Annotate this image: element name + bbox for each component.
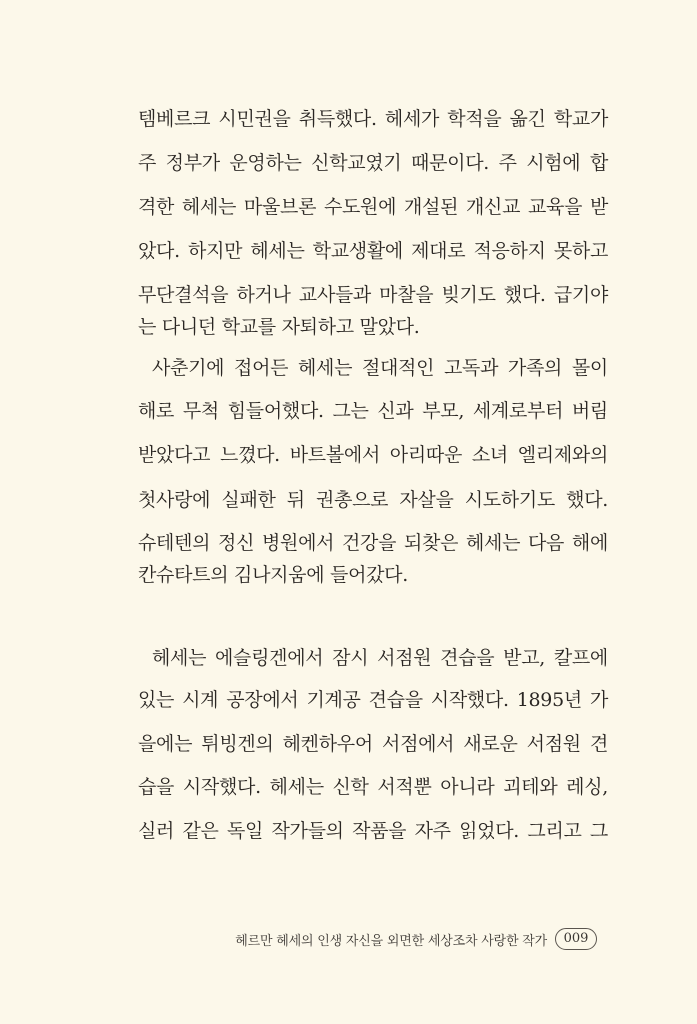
running-title: 헤르만 헤세의 인생 자신을 외면한 세상조차 사랑한 작가 bbox=[235, 934, 547, 949]
text-line: 는 다니던 학교를 자퇴하고 말았다. bbox=[138, 316, 420, 338]
text-line: 칸슈타트의 김나지움에 들어갔다. bbox=[138, 564, 408, 586]
text-line: 격한 헤세는 마울브론 수도원에 개설된 개신교 교육을 받 bbox=[138, 196, 608, 218]
text-line: 무단결석을 하거나 교사들과 마찰을 빚기도 했다. 급기야 bbox=[138, 284, 608, 306]
page-number: 009 bbox=[555, 928, 597, 950]
text-line: 받았다고 느꼈다. 바트볼에서 아리따운 소녀 엘리제와의 bbox=[138, 444, 608, 466]
text-line: 사춘기에 접어든 헤세는 절대적인 고독과 가족의 몰이 bbox=[152, 357, 608, 379]
text-line: 템베르크 시민권을 취득했다. 헤세가 학적을 옮긴 학교가 bbox=[138, 108, 608, 130]
text-line: 헤세는 에슬링겐에서 잠시 서점원 견습을 받고, 칼프에 bbox=[152, 647, 608, 669]
text-line: 습을 시작했다. 헤세는 신학 서적뿐 아니라 괴테와 레싱, bbox=[138, 776, 608, 798]
text-line: 있는 시계 공장에서 기계공 견습을 시작했다. 1895년 가 bbox=[138, 689, 608, 711]
text-line: 첫사랑에 실패한 뒤 권총으로 자살을 시도하기도 했다. bbox=[138, 489, 608, 511]
text-line: 을에는 튀빙겐의 헤켄하우어 서점에서 새로운 서점원 견 bbox=[138, 733, 608, 755]
text-line: 았다. 하지만 헤세는 학교생활에 제대로 적응하지 못하고 bbox=[138, 240, 608, 262]
text-line: 해로 무척 힘들어했다. 그는 신과 부모, 세계로부터 버림 bbox=[138, 400, 608, 422]
text-line: 주 정부가 운영하는 신학교였기 때문이다. 주 시험에 합 bbox=[138, 152, 608, 174]
page-footer bbox=[0, 928, 697, 952]
text-line: 슈테텐의 정신 병원에서 건강을 되찾은 헤세는 다음 해에 bbox=[138, 532, 608, 554]
text-line: 실러 같은 독일 작가들의 작품을 자주 읽었다. 그리고 그 bbox=[138, 820, 608, 842]
